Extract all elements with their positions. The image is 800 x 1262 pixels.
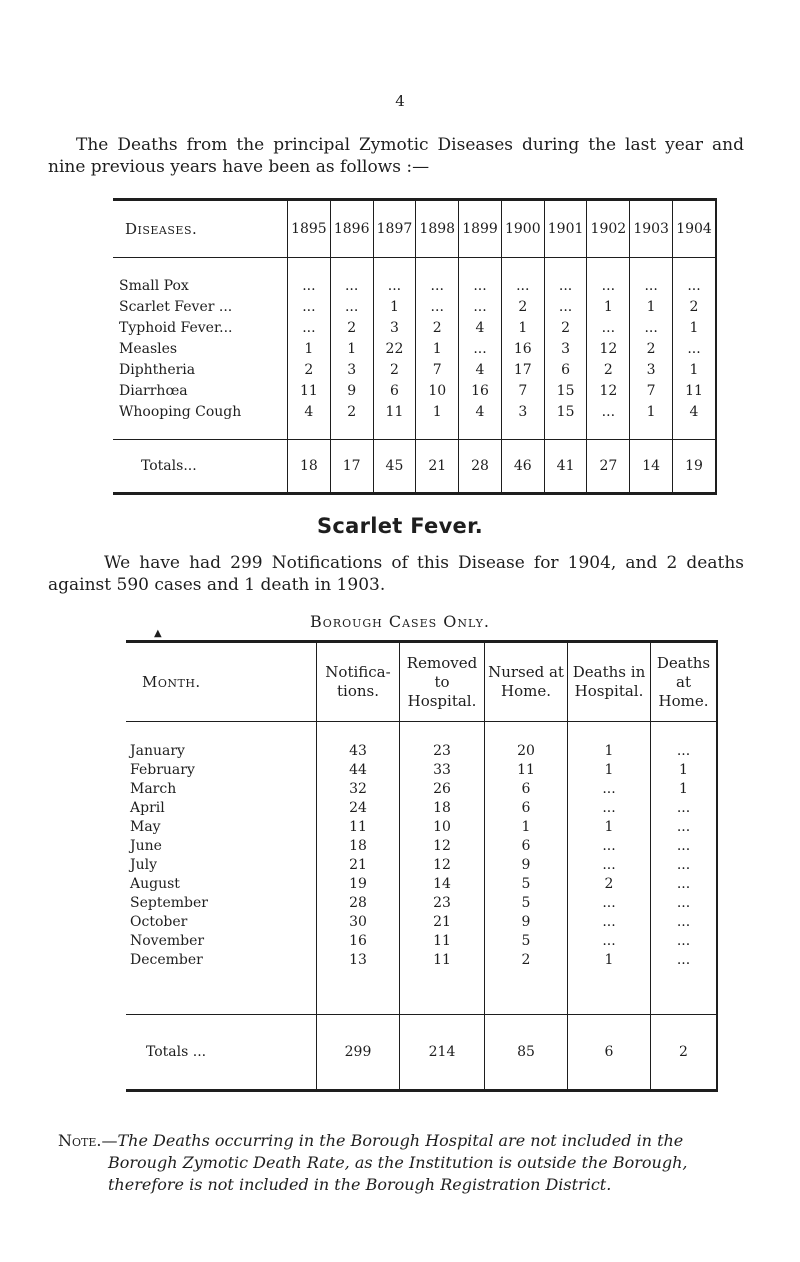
total-cell: 214 — [400, 1015, 485, 1091]
disease-name: Diarrhœa — [119, 383, 188, 399]
cell: 13 — [317, 951, 400, 1015]
cell: ... — [568, 856, 651, 875]
cell: 12 — [587, 381, 630, 402]
cell: 12 — [400, 856, 485, 875]
disease-name: Typhoid Fever... — [119, 320, 233, 336]
month-column-header: Month. — [126, 642, 317, 722]
cell: ... — [330, 297, 373, 318]
cell: 3 — [373, 318, 416, 339]
cell: 4 — [459, 360, 502, 381]
total-cell: 45 — [373, 440, 416, 494]
cell: 10 — [400, 818, 485, 837]
cell: ... — [373, 258, 416, 298]
cell: 1 — [673, 360, 716, 381]
table-row — [113, 381, 716, 402]
total-cell: 41 — [544, 440, 587, 494]
cell: ... — [568, 780, 651, 799]
cell: 18 — [400, 799, 485, 818]
cell: 1 — [485, 818, 568, 837]
cell: 24 — [317, 799, 400, 818]
cell: 6 — [544, 360, 587, 381]
borough-header-row — [126, 642, 717, 722]
cell: 3 — [544, 339, 587, 360]
cell: ... — [651, 951, 718, 1015]
cell: ... — [501, 258, 544, 298]
cell: ... — [288, 297, 331, 318]
table-row — [126, 856, 717, 875]
cell: 6 — [373, 381, 416, 402]
table-row — [113, 339, 716, 360]
year-header: 1896 — [330, 200, 373, 258]
year-header: 1895 — [288, 200, 331, 258]
cell: 4 — [288, 402, 331, 440]
cell: 2 — [330, 402, 373, 440]
table-row — [126, 837, 717, 856]
cell: 1 — [288, 339, 331, 360]
cell: 4 — [459, 402, 502, 440]
caret-mark-icon: ▲ — [154, 628, 162, 639]
cell: 15 — [544, 381, 587, 402]
table-row — [113, 258, 716, 298]
cell: 3 — [630, 360, 673, 381]
cell: ... — [544, 258, 587, 298]
cell: 7 — [416, 360, 459, 381]
table-row — [126, 799, 717, 818]
month-name: June — [130, 838, 162, 854]
cell: 2 — [630, 339, 673, 360]
cell: 11 — [485, 761, 568, 780]
cell: 11 — [288, 381, 331, 402]
cell: 2 — [288, 360, 331, 381]
cell: ... — [587, 258, 630, 298]
note-text: The Deaths occurring in the Borough Hospital are not included in the Borough Zymotic Death Rate, as the Institution is outside the Borough, therefore is not included in the Borough Registration District. — [108, 1131, 688, 1194]
cell: ... — [459, 297, 502, 318]
month-name: July — [130, 857, 158, 873]
cell: 18 — [317, 837, 400, 856]
table-row — [126, 875, 717, 894]
cell: ... — [568, 837, 651, 856]
disease-name: Small Pox — [119, 278, 189, 294]
deaths-home-column-header: Deaths at Home. — [651, 642, 718, 722]
scarlet-fever-paragraph: We have had 299 Notifications of this Disease for 1904, and 2 deaths against 590 cases and 1 death in 1903. — [48, 553, 744, 595]
month-name: October — [130, 914, 188, 930]
cell: ... — [459, 258, 502, 298]
totals-label: Totals ... — [126, 1015, 317, 1091]
cell: ... — [651, 722, 718, 762]
cell: ... — [651, 913, 718, 932]
borough-cases-title: Borough Cases Only. — [310, 612, 490, 631]
cell: 28 — [317, 894, 400, 913]
cell: 2 — [501, 297, 544, 318]
cell: 1 — [416, 339, 459, 360]
cell: 4 — [673, 402, 716, 440]
cell: ... — [587, 402, 630, 440]
cell: ... — [651, 932, 718, 951]
cell: ... — [587, 318, 630, 339]
removed-column-header: Removed to Hospital. — [400, 642, 485, 722]
cell: 1 — [587, 297, 630, 318]
disease-name: Measles — [119, 341, 178, 357]
cell: 2 — [485, 951, 568, 1015]
cell: 11 — [400, 932, 485, 951]
total-cell: 2 — [651, 1015, 718, 1091]
cell: 1 — [501, 318, 544, 339]
table-row — [126, 818, 717, 837]
cell: 19 — [317, 875, 400, 894]
table-row — [126, 761, 717, 780]
cell: 11 — [673, 381, 716, 402]
cell: 1 — [373, 297, 416, 318]
notifications-column-header: Notifica-tions. — [317, 642, 400, 722]
cell: 6 — [485, 799, 568, 818]
year-header: 1897 — [373, 200, 416, 258]
cell: 1 — [630, 402, 673, 440]
cell: ... — [416, 297, 459, 318]
intro-paragraph: The Deaths from the principal Zymotic Diseases during the last year and nine previous years have been as follows :— — [48, 135, 744, 177]
cell: 2 — [587, 360, 630, 381]
cell: 9 — [330, 381, 373, 402]
cell: 30 — [317, 913, 400, 932]
month-name: November — [130, 933, 205, 949]
totals-row — [126, 1015, 717, 1091]
total-cell: 19 — [673, 440, 716, 494]
total-cell: 21 — [416, 440, 459, 494]
month-name: March — [130, 781, 177, 797]
cell: ... — [459, 339, 502, 360]
table-row — [126, 951, 717, 1015]
cell: ... — [651, 894, 718, 913]
cell: 23 — [400, 722, 485, 762]
cell: ... — [673, 339, 716, 360]
table-row — [126, 894, 717, 913]
total-cell: 27 — [587, 440, 630, 494]
totals-row — [113, 440, 716, 494]
cell: 5 — [485, 894, 568, 913]
cell: ... — [568, 913, 651, 932]
cell: 14 — [400, 875, 485, 894]
cell: 1 — [568, 818, 651, 837]
year-header: 1899 — [459, 200, 502, 258]
cell: 7 — [501, 381, 544, 402]
cell: 2 — [544, 318, 587, 339]
cell: ... — [330, 258, 373, 298]
cell: 1 — [568, 722, 651, 762]
cell: 2 — [416, 318, 459, 339]
cell: 15 — [544, 402, 587, 440]
cell: ... — [288, 318, 331, 339]
year-header: 1903 — [630, 200, 673, 258]
diseases-column-header: Diseases. — [113, 200, 288, 258]
month-name: May — [130, 819, 161, 835]
cell: ... — [651, 837, 718, 856]
cell: 11 — [317, 818, 400, 837]
cell: ... — [651, 799, 718, 818]
diseases-header-row — [113, 200, 716, 258]
cell: 1 — [651, 780, 718, 799]
cell: 1 — [330, 339, 373, 360]
footnote — [48, 1130, 748, 1196]
year-header: 1900 — [501, 200, 544, 258]
month-name: September — [130, 895, 208, 911]
total-cell: 85 — [485, 1015, 568, 1091]
cell: 11 — [373, 402, 416, 440]
disease-name: Diphtheria — [119, 362, 196, 378]
cell: ... — [568, 894, 651, 913]
cell: 43 — [317, 722, 400, 762]
year-header: 1898 — [416, 200, 459, 258]
cell: 17 — [501, 360, 544, 381]
note-label: Note.— — [58, 1131, 118, 1150]
cell: 33 — [400, 761, 485, 780]
cell: 11 — [400, 951, 485, 1015]
cell: 1 — [630, 297, 673, 318]
table-row — [126, 932, 717, 951]
cell: 9 — [485, 913, 568, 932]
cell: 44 — [317, 761, 400, 780]
cell: 5 — [485, 875, 568, 894]
cell: ... — [288, 258, 331, 298]
cell: 1 — [568, 951, 651, 1015]
cell: 21 — [317, 856, 400, 875]
cell: 1 — [673, 318, 716, 339]
cell: ... — [651, 856, 718, 875]
cell: 2 — [673, 297, 716, 318]
cell: 4 — [459, 318, 502, 339]
table-row — [113, 297, 716, 318]
month-name: December — [130, 952, 203, 968]
month-name: January — [130, 743, 185, 759]
year-header: 1902 — [587, 200, 630, 258]
nursed-column-header: Nursed at Home. — [485, 642, 568, 722]
cell: 3 — [501, 402, 544, 440]
cell: 1 — [651, 761, 718, 780]
cell: 2 — [568, 875, 651, 894]
cell: ... — [673, 258, 716, 298]
cell: ... — [651, 875, 718, 894]
table-row — [113, 402, 716, 440]
borough-cases-table — [126, 640, 718, 1092]
cell: ... — [630, 258, 673, 298]
cell: 16 — [459, 381, 502, 402]
cell: ... — [568, 799, 651, 818]
month-name: August — [130, 876, 180, 892]
cell: 16 — [501, 339, 544, 360]
cell: ... — [630, 318, 673, 339]
table-row — [126, 722, 717, 762]
total-cell: 299 — [317, 1015, 400, 1091]
cell: 1 — [416, 402, 459, 440]
cell: 6 — [485, 780, 568, 799]
cell: 32 — [317, 780, 400, 799]
disease-name: Scarlet Fever ... — [119, 299, 233, 315]
month-name: February — [130, 762, 195, 778]
cell: 3 — [330, 360, 373, 381]
table-row — [113, 318, 716, 339]
cell: ... — [544, 297, 587, 318]
total-cell: 28 — [459, 440, 502, 494]
cell: 10 — [416, 381, 459, 402]
total-cell: 18 — [288, 440, 331, 494]
section-title: Scarlet Fever. — [316, 514, 484, 538]
cell: 21 — [400, 913, 485, 932]
totals-label: Totals... — [113, 440, 288, 494]
total-cell: 14 — [630, 440, 673, 494]
cell: 2 — [330, 318, 373, 339]
cell: 2 — [373, 360, 416, 381]
cell: ... — [651, 818, 718, 837]
cell: 12 — [587, 339, 630, 360]
cell: ... — [568, 932, 651, 951]
cell: 7 — [630, 381, 673, 402]
cell: 5 — [485, 932, 568, 951]
total-cell: 46 — [501, 440, 544, 494]
disease-name: Whooping Cough — [119, 404, 242, 420]
month-name: April — [130, 800, 165, 816]
cell: 22 — [373, 339, 416, 360]
cell: 6 — [485, 837, 568, 856]
total-cell: 17 — [330, 440, 373, 494]
cell: 23 — [400, 894, 485, 913]
total-cell: 6 — [568, 1015, 651, 1091]
year-header: 1904 — [673, 200, 716, 258]
deaths-hospital-column-header: Deaths in Hospital. — [568, 642, 651, 722]
cell: 1 — [568, 761, 651, 780]
cell: 26 — [400, 780, 485, 799]
year-header: 1901 — [544, 200, 587, 258]
diseases-table — [113, 198, 717, 495]
cell: ... — [416, 258, 459, 298]
table-row — [126, 780, 717, 799]
cell: 9 — [485, 856, 568, 875]
table-row — [126, 913, 717, 932]
cell: 20 — [485, 722, 568, 762]
table-row — [113, 360, 716, 381]
cell: 12 — [400, 837, 485, 856]
cell: 16 — [317, 932, 400, 951]
page-number: 4 — [395, 92, 405, 110]
